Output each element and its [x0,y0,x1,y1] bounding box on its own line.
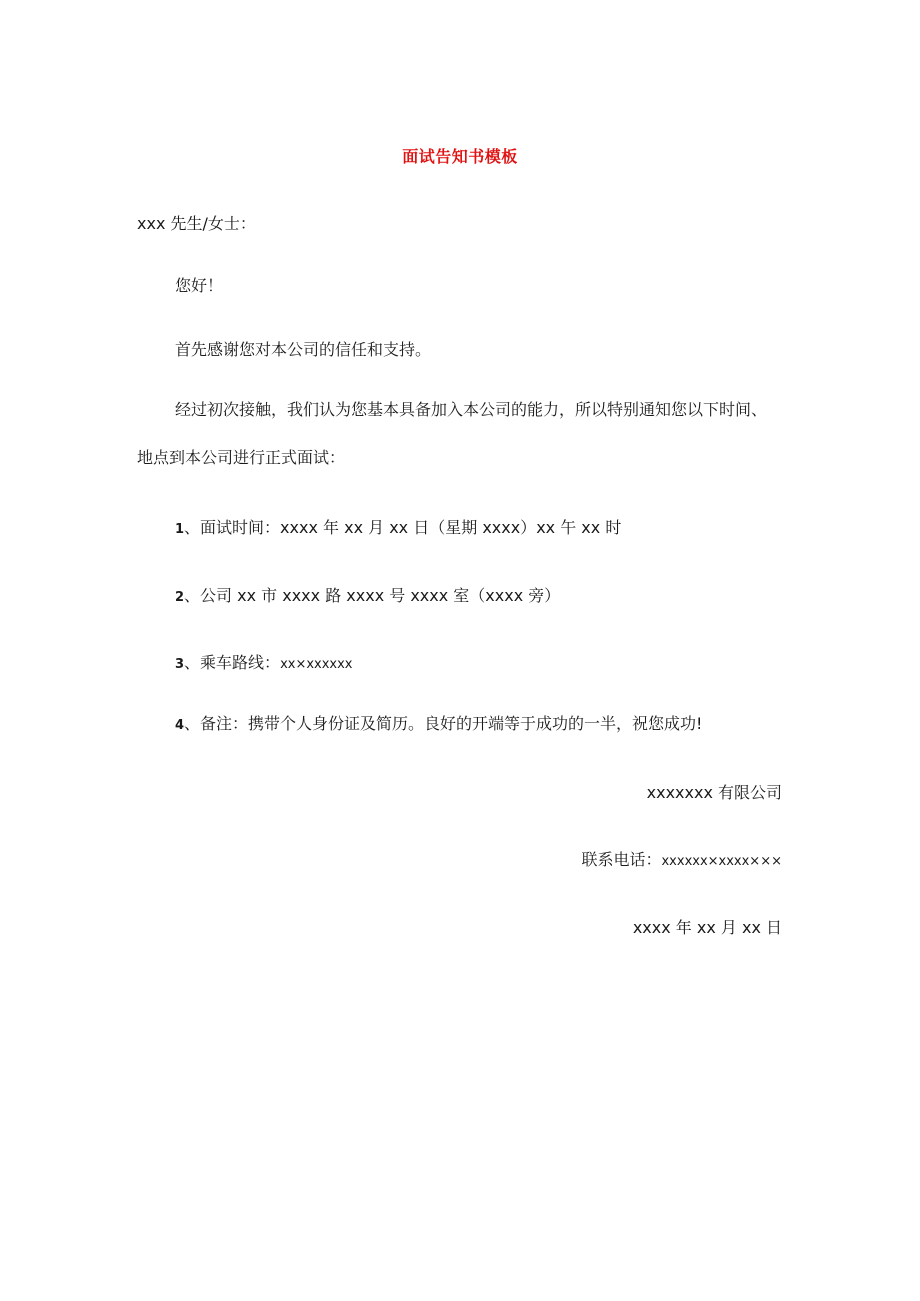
document-title: 面试告知书模板 [402,147,518,166]
list-item-route [175,651,353,677]
salutation: xxx 先生/女士： [137,214,256,233]
list-item-time [175,516,621,542]
company-name: xxxxxxx 有限公司 [646,783,782,802]
signature-date: xxxx 年 xx 月 xx 日 [632,918,782,937]
contact-phone [581,848,782,874]
phone-value: xxxxxx×xxxx××× [661,854,782,869]
intro-paragraph-line-2: 地点到本公司进行正式面试： [137,448,346,467]
list-item-text: 、面试时间：xxxx 年 xx 月 xx 日（星期 xxxx）xx 午 xx 时 [184,518,622,537]
greeting: 您好！ [175,276,224,295]
list-item-number: 1 [175,522,185,537]
intro-paragraph-line-1: 经过初次接触，我们认为您基本具备加入本公司的能力，所以特别通知您以下时间、 [175,400,768,419]
list-item-address [175,584,560,610]
list-item-number: 3 [175,657,185,672]
list-item-label: 、乘车路线： [184,653,281,672]
thanks-paragraph: 首先感谢您对本公司的信任和支持。 [175,340,432,359]
list-item-note [175,712,702,738]
list-item-number: 2 [175,590,185,605]
list-item-text: 、备注：携带个人身份证及简历。良好的开端等于成功的一半，祝您成功! [184,714,703,733]
list-item-number: 4 [175,718,185,733]
list-item-value: xx×xxxxxx [280,657,353,672]
phone-label: 联系电话： [581,850,662,869]
list-item-text: 、公司 xx 市 xxxx 路 xxxx 号 xxxx 室（xxxx 旁） [184,586,561,605]
